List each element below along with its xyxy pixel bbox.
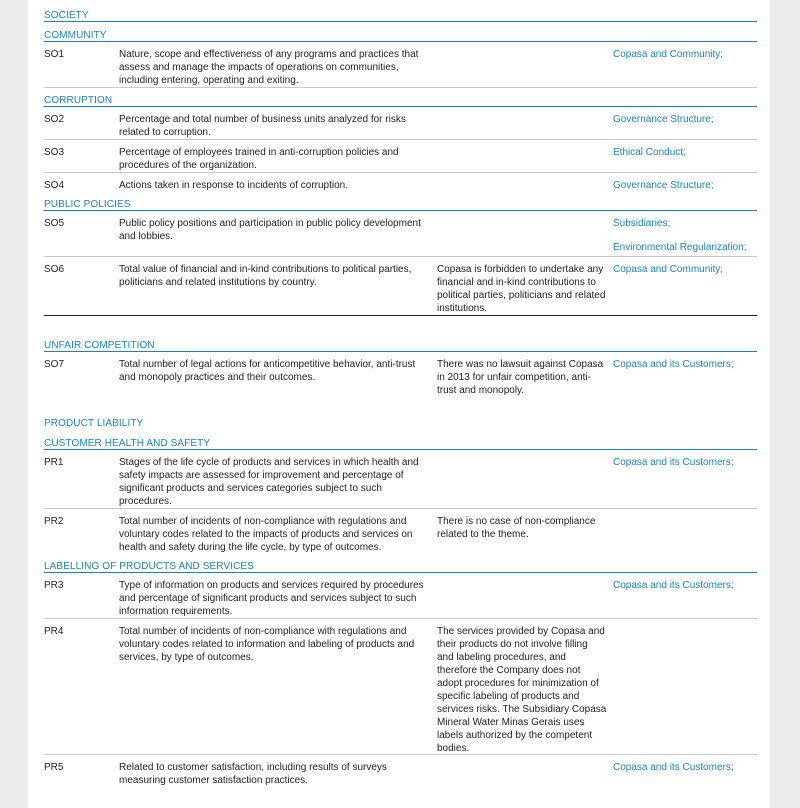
indicator-code: PR3: [44, 580, 64, 591]
section-product-liability: PRODUCT LIABILITY: [44, 418, 144, 429]
reference-link[interactable]: Copasa and its Customers;: [613, 457, 734, 468]
reference-link[interactable]: Copasa and Community;: [613, 264, 724, 275]
table-row-pr3: [44, 573, 757, 619]
section-public-policies: PUBLIC POLICIES: [44, 192, 757, 211]
table-row-pr2: [44, 509, 757, 555]
table-row-so2: [44, 107, 757, 140]
indicator-description: Type of information on products and services required by procedures and percentage of significant products and services subject to such information requirements.: [119, 580, 424, 617]
reference-link[interactable]: Copasa and its Customers;: [613, 580, 734, 591]
reference-link[interactable]: Ethical Conduct;: [613, 147, 686, 158]
indicator-description: Stages of the life cycle of products and services in which health and safety impacts are assessed for improvement and percentage of significant products and services categories subject to such procedures.: [119, 457, 419, 507]
indicator-code: SO2: [44, 114, 65, 125]
indicator-description: Percentage of employees trained in anti-corruption policies and procedures of the organization.: [119, 147, 399, 171]
section-corruption: CORRUPTION: [44, 88, 757, 107]
indicator-code: SO4: [44, 180, 65, 191]
section-community: COMMUNITY: [44, 23, 757, 42]
reference-link[interactable]: Governance Structure;: [613, 114, 714, 125]
indicator-description: Public policy positions and participation in public policy development and lobbies.: [119, 218, 421, 242]
reference-link[interactable]: Subsidiaries;: [613, 218, 671, 229]
reference-link[interactable]: Governance Structure;: [613, 180, 714, 191]
section-society: SOCIETY: [44, 3, 757, 22]
indicator-code: PR2: [44, 516, 64, 527]
indicator-description: Total number of incidents of non-compliance with regulations and voluntary codes related to information and labeling of products and services, by type of outcomes.: [119, 626, 415, 663]
reference-link-secondary[interactable]: Environmental Regularization;: [613, 242, 747, 253]
table-row-pr1: [44, 450, 757, 509]
indicator-description: Total value of financial and in-kind contributions to political parties, politicians and related institutions by country.: [119, 264, 412, 288]
table-row-so3: [44, 140, 757, 173]
indicator-code: SO3: [44, 147, 65, 158]
indicator-description: Total number of incidents of non-compliance with regulations and voluntary codes related to the impacts of products and services on health and safety during the life cycle, by type of outcomes.: [119, 516, 413, 553]
indicator-code: PR5: [44, 762, 64, 773]
table-row-so1: [44, 42, 757, 88]
table-row-so5: [44, 211, 757, 257]
reference-link[interactable]: Copasa and Community;: [613, 49, 724, 60]
indicator-answer: There was no lawsuit against Copasa in 2013 for unfair competition, anti-trust and monopoly.: [437, 359, 604, 396]
reference-link[interactable]: Copasa and its Customers;: [613, 762, 734, 773]
indicator-answer: Copasa is forbidden to undertake any financial and in-kind contributions to political parties, politicians and related institutions.: [437, 264, 606, 314]
indicator-code: SO7: [44, 359, 65, 370]
table-row-so4: [44, 173, 757, 192]
indicator-description: Related to customer satisfaction, including results of surveys measuring customer satisfaction practices.: [119, 762, 387, 786]
table-row-so7: [44, 352, 757, 411]
indicator-answer: The services provided by Copasa and their products do not involve filling and labeling procedures, and therefore the Company does not adopt procedures for minimization of specific labeling of products and services risks. The Subsidiary Copasa Mineral Water Minas Gerais uses labels authorized by the competent bodies.: [437, 626, 607, 754]
indicator-description: Nature, scope and effectiveness of any programs and practices that assess and manage the impacts of operations on communities, including entering, operating and exiting.: [119, 49, 419, 86]
indicator-description: Total number of legal actions for anticompetitive behavior, anti-trust and monopoly practices and their outcomes.: [119, 359, 416, 383]
indicator-description: Percentage and total number of business units analyzed for risks related to corruption.: [119, 114, 406, 138]
indicator-code: SO5: [44, 218, 65, 229]
indicator-code: PR1: [44, 457, 64, 468]
indicator-code: SO6: [44, 264, 65, 275]
table-row-pr4: [44, 619, 757, 755]
section-customer-health-safety: CUSTOMER HEALTH AND SAFETY: [44, 431, 757, 450]
section-labelling: LABELLING OF PRODUCTS AND SERVICES: [44, 554, 757, 573]
reference-link[interactable]: Copasa and its Customers;: [613, 359, 734, 370]
section-unfair-competition: UNFAIR COMPETITION: [44, 333, 757, 352]
table-row-pr5: [44, 755, 757, 795]
document-page: [28, 0, 770, 808]
indicator-code: PR4: [44, 626, 64, 637]
indicator-answer: There is no case of non-compliance related to the theme.: [437, 516, 596, 540]
indicator-description: Actions taken in response to incidents of corruption.: [119, 180, 349, 191]
indicator-code: SO1: [44, 49, 65, 60]
table-row-so6: [44, 257, 757, 316]
